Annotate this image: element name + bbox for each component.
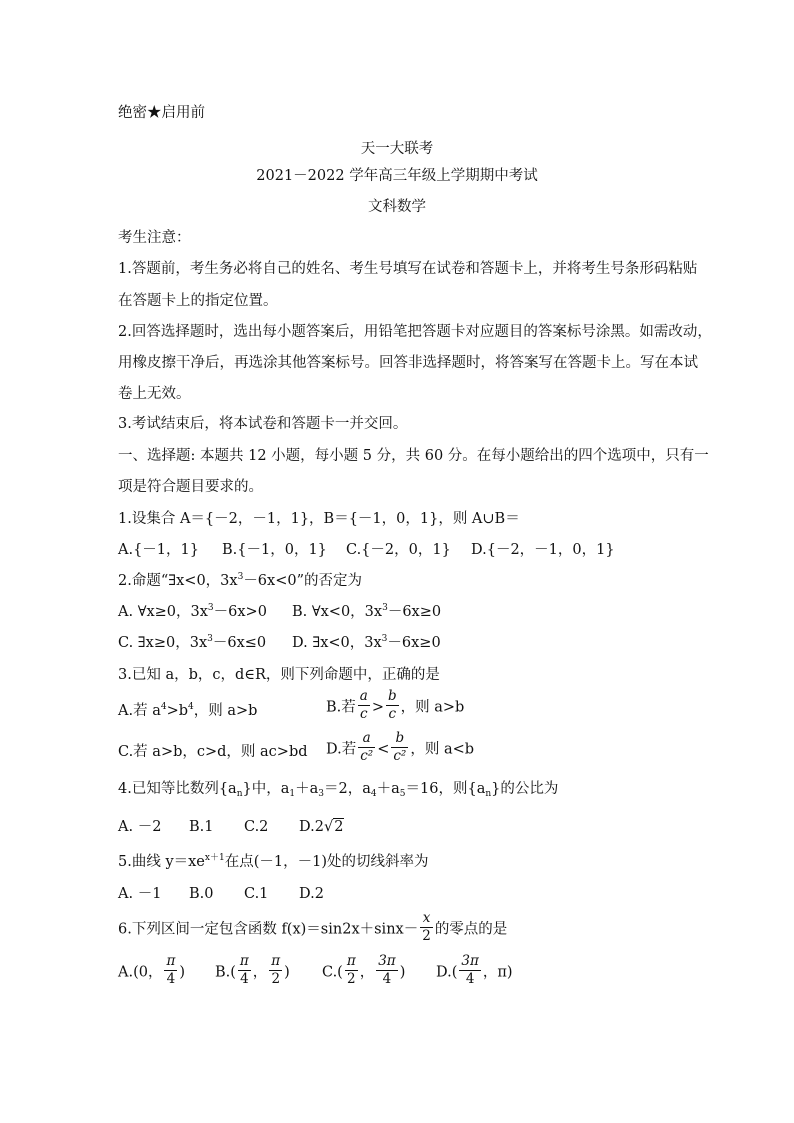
question-4-option-d: D.2√2 (299, 819, 344, 835)
exam-organizer: 天一大联考 (360, 141, 434, 157)
fraction-b-over-c: $\frac{b}{c}$ (387, 688, 397, 722)
confidential-mark: 绝密★启用前 (118, 105, 205, 121)
fraction-pi-over-2: $\frac{\pi}{2}$ (271, 953, 281, 987)
exam-subject: 文科数学 (368, 199, 426, 215)
question-3-option-a: A.若 $a^4>b^4$，则 a>b (118, 702, 258, 719)
question-5-option-d: D.2 (299, 886, 324, 902)
question-2-option-a: A. ∀x≥0，$3x^3-6x>0$ (118, 603, 267, 620)
question-4-option-b: B.1 (189, 819, 214, 835)
question-2-option-d: D. ∃x<0，$3x^3-6x\ge 0$ (292, 634, 441, 651)
question-5-option-c: C.1 (244, 886, 269, 902)
question-1-option-c: C.{－2，0，1} (346, 542, 451, 558)
section-heading-line-2: 项是符合题目要求的。 (118, 479, 263, 495)
square-root-symbol: √2 (323, 819, 344, 835)
question-1-option-d: D.{－2，－1，0，1} (471, 542, 615, 558)
question-6-option-c: C.( $\frac{\pi}{2}$ ， $\frac{3\pi}{4}$ ) (322, 953, 406, 987)
question-5-option-a: A. －1 (118, 886, 162, 902)
question-3-option-b: B.若 $\frac{a}{c}$ > $\frac{b}{c}$ ，则 a>b (326, 688, 465, 722)
notice-title: 考生注意： (118, 230, 191, 246)
question-2-option-c: C. ∃x≥0，$3x^3-6x\le 0$ (118, 634, 267, 651)
fraction-pi-over-4: $\frac{\pi}{4}$ (166, 953, 176, 987)
question-3-stem: 3.已知 a，b，c，d∈R，则下列命题中，正确的是 (118, 667, 440, 683)
fraction-pi-over-4: $\frac{\pi}{4}$ (239, 953, 249, 987)
question-2-option-b: B. ∀x<0，$3x^3-6x\ge 0$ (292, 603, 442, 620)
fraction-3pi-over-4: $\frac{3\pi}{4}$ (461, 953, 479, 987)
question-4-stem: 4.已知等比数列$\{a_n\}$中，$a_1+a_3=2$，$a_4+a_5=16$，则$\{a_n\}$的公比为 (118, 781, 559, 799)
question-6-option-a: A.(0， $\frac{\pi}{4}$ ) (118, 953, 186, 987)
fraction-b-over-c-squared: $\frac{b}{\text{c²}}$ (393, 730, 407, 764)
question-6-option-b: B.( $\frac{\pi}{4}$ ， $\frac{\pi}{2}$ ) (215, 953, 290, 987)
fraction-a-over-c-squared: $\frac{a}{\text{c²}}$ (360, 730, 374, 764)
fraction-a-over-c: $\frac{a}{c}$ (359, 688, 368, 722)
notice-item-3: 3.考试结束后，将本试卷和答题卡一并交回。 (118, 416, 408, 432)
notice-item-2-line-3: 卷上无效。 (118, 386, 191, 402)
question-4-option-a: A. －2 (118, 819, 162, 835)
notice-item-1-line-2: 在答题卡上的指定位置。 (118, 293, 278, 309)
question-5-stem: 5.曲线 $y=xe^{x+1}$在点(－1，－1)处的切线斜率为 (118, 853, 429, 870)
question-6-option-d: D.( $\frac{3\pi}{4}$ ，π) (436, 953, 513, 987)
question-3-option-d: D.若 $\frac{a}{\text{c²}}$ < $\frac{b}{\text{c²}}$ ，则 a<b (326, 730, 475, 764)
fraction-3pi-over-4: $\frac{3\pi}{4}$ (378, 953, 396, 987)
question-1-option-a: A.{－1，1} (118, 542, 199, 558)
question-4-option-c: C.2 (244, 819, 269, 835)
question-3-option-c: C.若 a>b，c>d，则 ac>bd (118, 744, 308, 760)
notice-item-1-line-1: 1.答题前，考生务必将自己的姓名、考生号填写在试卷和答题卡上，并将考生号条形码粘贴 (118, 261, 698, 277)
exam-title: 2021－2022 学年高三年级上学期期中考试 (256, 168, 538, 184)
fraction-pi-over-2: $\frac{\pi}{2}$ (346, 953, 356, 987)
notice-item-2-line-1: 2.回答选择题时，选出每小题答案后，用铅笔把答题卡对应题目的答案标号涂黑。如需改动， (118, 324, 712, 340)
section-heading-line-1: 一、选择题: 本题共 12 小题，每小题 5 分，共 60 分。在每小题给出的四个选项中，只有一 (118, 448, 709, 464)
question-1-stem: 1.设集合 A＝{－2，－1，1}，B＝{－1，0，1}，则 A∪B＝ (118, 511, 520, 527)
notice-item-2-line-2: 用橡皮擦干净后，再选涂其他答案标号。回答非选择题时，将答案写在答题卡上。写在本试 (118, 355, 698, 371)
question-1-option-b: B.{－1，0，1} (222, 542, 327, 558)
question-5-option-b: B.0 (189, 886, 214, 902)
fraction-x-over-2: $\frac{x}{2}$ (422, 910, 431, 944)
question-6-stem: 6.下列区间一定包含函数 f(x)＝sin2x＋sinx－ $\frac{x}{2}$ 的零点的是 (118, 910, 508, 944)
question-2-stem: 2.命题“∃x<0，$3x^3-6x<0$”的否定为 (118, 572, 363, 589)
